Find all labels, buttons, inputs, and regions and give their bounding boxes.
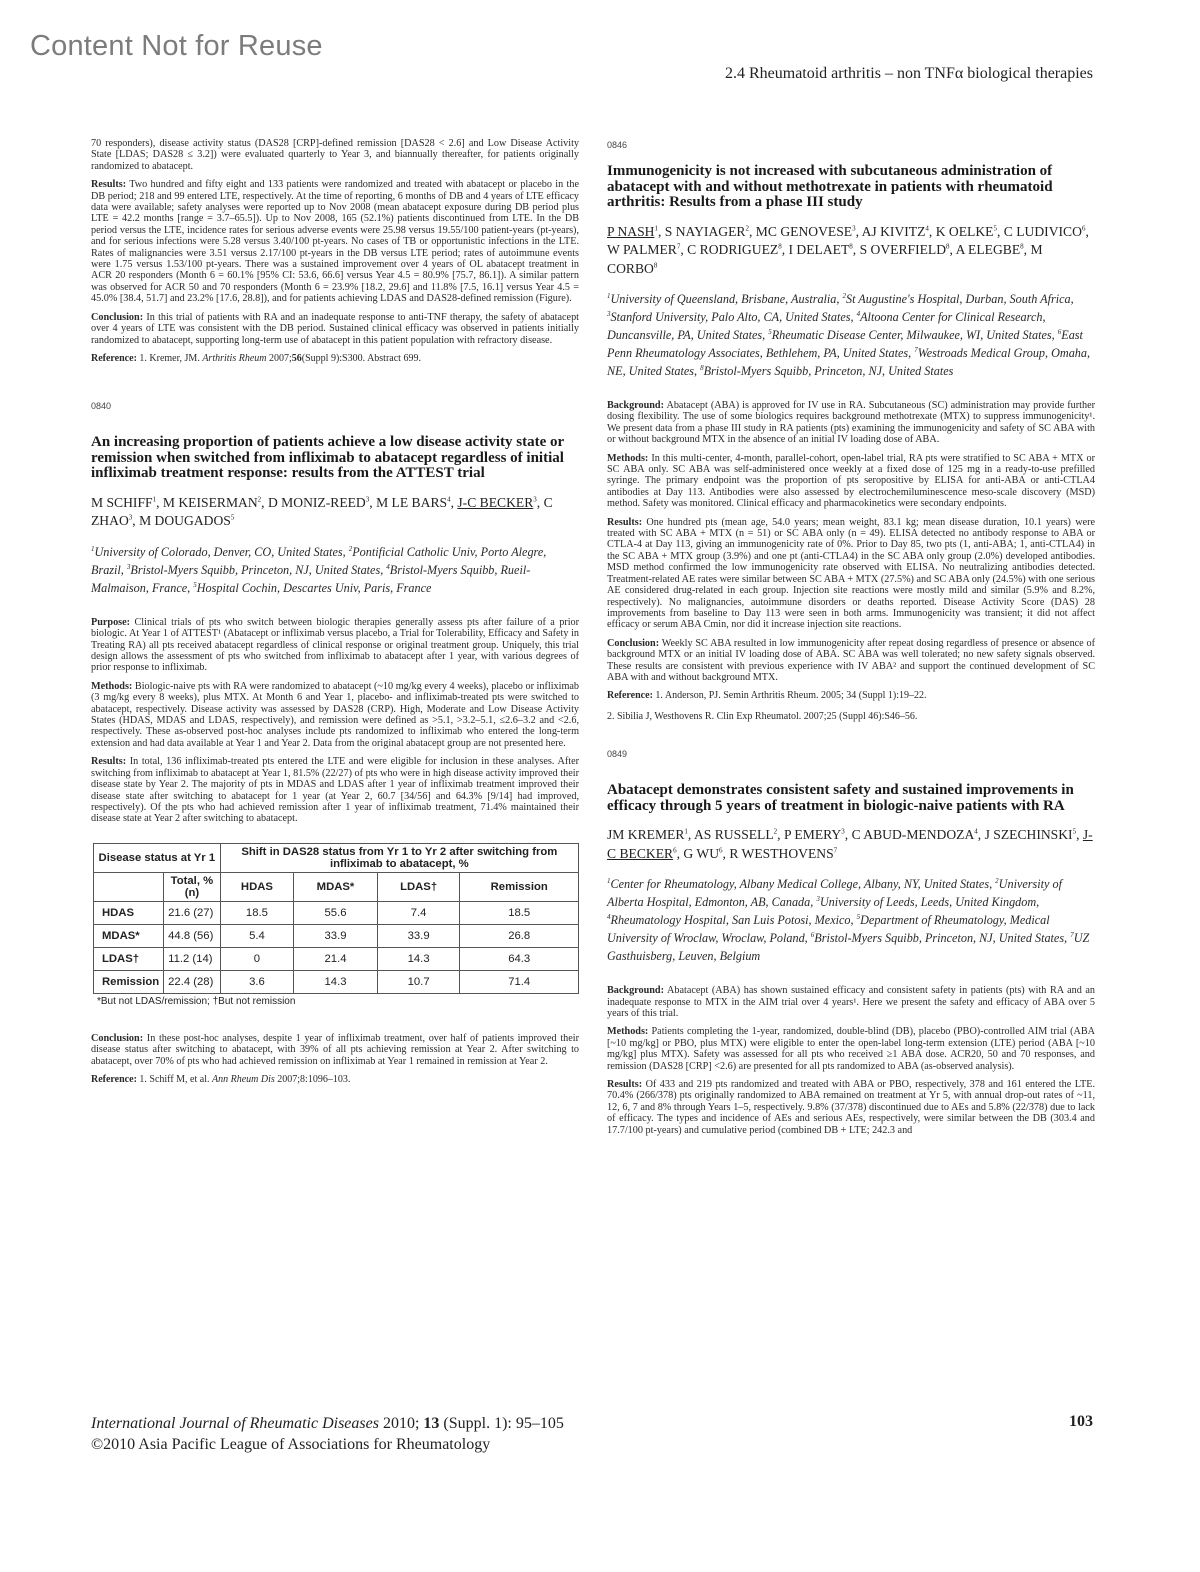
author: M LE BARS — [376, 494, 448, 510]
author: D MONIZ-REED — [267, 494, 366, 510]
continued-intro: 70 responders), disease activity status (DAS28 [CRP]-defined remission [DAS28 < 2.6] and Low Disease Activity State [LDAS; DAS28 ≤ 3.2]) were evaluated quarterly to Year 3, and biannually thereafter, for patients originally randomized to abatacept. — [91, 138, 579, 172]
cell-remission: 18.5 — [460, 901, 579, 924]
affiliation: Rheumatology Hospital, San Luis Potosi, Mexico, — [610, 913, 854, 928]
affiliation: University of Colorado, Denver, CO, United States, — [94, 544, 346, 559]
affiliation: Altoona Center for Clinical Research, Duncansville, PA, United States, — [607, 310, 1046, 342]
affiliation: St Augustine's Hospital, Durban, South Africa, — [846, 292, 1074, 306]
table-column-header-row — [94, 872, 579, 901]
affiliation: East Penn Rheumatology Associates, Bethlehem, PA, United States, — [607, 328, 1083, 360]
presenting-author: J-C BECKER — [607, 827, 1093, 861]
cell-mdas: 21.4 — [294, 947, 378, 970]
author: AJ KIVITZ — [861, 223, 926, 239]
cell-hdas: 0 — [220, 947, 294, 970]
affiliation: UZ Gasthuisberg, Leuven, Belgium — [607, 931, 1090, 964]
author: C RODRIGUEZ — [687, 242, 779, 257]
watermark: Content Not for Reuse — [30, 30, 323, 62]
author: M CORBO — [607, 242, 1043, 276]
author: C ABUD-MENDOZA — [851, 827, 975, 843]
results-text: In total, 136 infliximab-treated pts entered the LTE and were eligible for inclusion in these analyses. After switching from infliximab to abatacept at Year 1, 81.5% (22/27) of pts who were in high disease activity improved their disease state by Year 2. The majority of pts in MDAS and LDAS after 1 year of infliximab treatment improved their disease state after switching to abatacept for 1 year (at Year 2, 60.7 [34/56] and 64.3% [9/14] had improved, respectively). Of the pts who had achieved remission after 1 year of infliximab treatment, 71.4% maintained their disease state at Year 2 after switching to abatacept. — [91, 756, 579, 825]
author: W PALMER — [607, 242, 677, 257]
results-0849 — [607, 1079, 1095, 1136]
header-hdas: HDAS — [220, 872, 294, 901]
header-total: Total, % (n) — [164, 872, 221, 901]
conclusion-0840 — [91, 1033, 579, 1067]
header-mdas: MDAS* — [294, 872, 378, 901]
reference-volume: 56 — [291, 352, 302, 364]
row-label: LDAS† — [94, 947, 164, 970]
author: J SZECHINSKI — [984, 827, 1073, 843]
table-row — [94, 947, 579, 970]
table-footnote: *But not LDAS/remission; †But not remission — [97, 995, 296, 1007]
author-list-0849: JM KREMER$^1$, AS RUSSELL$^2$, P EMERY$^3$, C ABUD-MENDOZA$^4$, J SZECHINSKI$^5$, J-C BECKER$^6$, G $WU^6$, R WESTHOVENS$^7$ — [607, 827, 1093, 861]
methods-text: Patients completing the 1-year, randomized, double-blind (DB), placebo (PBO)-controlled AIM trial (ABA [~10 mg/kg] or PBO, plus MTX) were eligible to enter the open-label long-term extension (LTE) period (ABA [~10 mg/kg] plus MTX). Safety was assessed for all pts who received ≥1 ABA dose. ACR20, 50 and 70 responses, and remission (DAS28 [CRP] <2.6) are presented for all pts randomized to ABA (as-observed analysis). — [607, 1026, 1096, 1072]
reference-label: Reference: — [91, 352, 137, 364]
background-text: Abatacept (ABA) is approved for IV use in RA. Subcutaneous (SC) administration may provide further dosing flexibility. The use of some biologics requires background methotrexate (MTX) to suppress immunogenicity¹. We present data from a phase III study in RA patients (pts) examining the immunogenicity and safety of SC ABA with or without background MTX in the absence of an initial IV loading dose of ABA. — [607, 400, 1096, 446]
author-list-0840: M SCHIFF$^1$, M KEISERMAN$^2$, D MONIZ-REED$^3$, M LE BARS$^4$, J-C BECKER$^3$, C ZHAO$^3$, M DOUGADOS$^5$ — [91, 494, 553, 529]
methods-0840 — [91, 681, 579, 749]
abstract-title-0840: An increasing proportion of patients achieve a low disease activity state or remission when switched from infliximab to abatacept regardless of initial infliximab treatment response: results from the ATTEST trial — [91, 434, 564, 482]
presenting-author: P NASH — [607, 223, 655, 239]
cell-ldas: 10.7 — [377, 970, 460, 993]
right-column — [607, 138, 1095, 1143]
affiliation: Center for Rheumatology, Albany Medical College, Albany, NY, United States, — [610, 877, 993, 892]
results-text: One hundred pts (mean age, 54.0 years; mean weight, 83.1 kg; mean disease duration, 10.1 years) were treated with SC ABA + MTX (n = 51) or SC ABA only (n = 49). ELISA detected no antibody response to ABA or CTLA-4 at Day 113, giving an immunogenicity rate of 0%. Prior to Day 85, two pts (1, anti-ABA; 1, anti-CTLA4) in the SC ABA + MTX group (3.9%) and one pt (anti-CTLA4) in the SC ABA only group (2.0%) developed antibodies. MSD method confirmed the low immunogenicity rate observed with ELISA. No neutralizing antibodies detected. Treatment-related AE rates were similar between SC ABA + MTX (27.5%) and SC ABA only (24.5%) with one serious AE considered drug-related in each group. Injection site reactions were mostly mild and similar (5.9% and 8.2%, respectively). No malignancies, autoimmune disorders or deaths reported. Disease Activity Score (DAS) 28 improvements from baseline to Day 113 were seen in both arms. Immunogenicity was transient; it did not affect efficacy or serum ABA Cmin, nor did it increase injection site reactions. — [607, 516, 1096, 631]
affiliation: Stanford University, Palo Alto, CA, United States, — [610, 310, 854, 324]
abstract-title-0849: Abatacept demonstrates consistent safety and sustained improvements in efficacy through 5 years of treatment in biologic-naive patients with RA — [607, 782, 1074, 814]
reference-0846-1 — [607, 690, 1095, 701]
results-label: Results: — [91, 756, 127, 768]
header-blank — [94, 872, 164, 901]
affiliation: Department of Rheumatology, Medical University of Wroclaw, Wroclaw, Poland, — [607, 913, 1050, 946]
row-label: Remission — [94, 970, 164, 993]
table-row — [94, 901, 579, 924]
reference-pages: (Suppl 9):S300. Abstract 699. — [301, 352, 421, 364]
journal-citation — [91, 1413, 564, 1434]
journal-volume: 13 — [423, 1415, 440, 1432]
author: R WESTHOVENS — [729, 845, 834, 861]
conclusion-text: In this trial of patients with RA and an inadequate response to anti-TNF therapy, the safety of abatacept over 4 years of LTE was consistent with the DB period. Sustained clinical efficacy was observed in patients initially randomized to abatacept, supporting long-term use of abatacept in this patient population with refractory disease. — [91, 311, 579, 346]
reference-0840 — [91, 1074, 579, 1085]
cell-mdas: 14.3 — [294, 970, 378, 993]
das28-shift-table — [93, 843, 579, 994]
cell-total: 11.2 (14) — [164, 947, 221, 970]
left-column — [91, 138, 579, 1094]
author: I DELAET — [788, 242, 850, 257]
author: AS RUSSELL — [693, 827, 774, 843]
cell-hdas: 3.6 — [220, 970, 294, 993]
cell-total: 21.6 (27) — [164, 901, 221, 924]
results-label: Results: — [607, 1079, 643, 1090]
table-header-row — [94, 843, 579, 872]
author: S OVERFIELD — [859, 242, 947, 257]
affiliation: Rheumatic Disease Center, Milwaukee, WI, United States, — [771, 328, 1055, 342]
author: JM KREMER — [607, 827, 685, 843]
affiliation: Bristol-Myers Squibb, Princeton, NJ, United States, — [814, 931, 1068, 946]
purpose-label: Purpose: — [91, 616, 131, 628]
abstract-number-0849: 0849 — [607, 749, 628, 760]
header-ldas: LDAS† — [377, 872, 460, 901]
row-label: HDAS — [94, 901, 164, 924]
header-disease-status: Disease status at Yr 1 — [94, 843, 221, 872]
reference-text: 1. Anderson, PJ. Semin Arthritis Rheum. 2005; 34 (Suppl 1):19–22. — [655, 690, 927, 702]
abstract-title-0846: Immunogenicity is not increased with subcutaneous administration of abatacept with and without methotrexate in patients with rheumatoid arthritis: Results from a phase III study — [607, 163, 1053, 210]
background-label: Background: — [607, 985, 664, 997]
cell-remission: 64.3 — [460, 947, 579, 970]
reference-journal: Arthritis Rheum — [202, 352, 267, 364]
methods-text: In this multi-center, 4-month, parallel-cohort, open-label trial, RA pts were stratified to SC ABA + MTX or SC ABA only. SC ABA was self-administered once weekly at a fixed dose of 125 mg in a ready-to-use prefilled syringe. The primary endpoint was the proportion of pts seropositive by ELISA for anti-ABA or anti-CTLA4 antibodies at Day 113. Antibodies were also assessed by electrochemiluminescence meso-scale discovery (MSD) method. Safety was monitored. Clinical efficacy and pharmacokinetics were secondary endpoints. — [607, 452, 1095, 510]
affiliation: University of Leeds, Leeds, United Kingdom, — [819, 895, 1040, 910]
row-label: MDAS* — [94, 924, 164, 947]
cell-ldas: 7.4 — [377, 901, 460, 924]
cell-total: 22.4 (28) — [164, 970, 221, 993]
affiliation: Pontificial Catholic Univ, Porto Alegre, Brazil, — [91, 544, 547, 577]
header-remission: Remission — [460, 872, 579, 901]
methods-label: Methods: — [607, 452, 649, 464]
cell-ldas: 33.9 — [377, 924, 460, 947]
abstract-number-0846: 0846 — [607, 140, 628, 150]
cell-hdas: 18.5 — [220, 901, 294, 924]
cell-remission: 26.8 — [460, 924, 579, 947]
running-head: 2.4 Rheumatoid arthritis – non TNFα biological therapies — [724, 65, 1093, 82]
methods-0849 — [607, 1026, 1095, 1072]
cell-remission: 71.4 — [460, 970, 579, 993]
conclusion-text: Weekly SC ABA resulted in low immunogenicity after repeat dosing regardless of presence or absence of background MTX or an initial IV loading dose of ABA. SC ABA was well tolerated; no new safety signals observed. These results are consistent with previous experience with IV ABA² and support the continued development of SC ABA with and without background MTX. — [607, 637, 1095, 683]
journal-issue: (Suppl. 1): 95–105 — [443, 1415, 564, 1432]
author: K OELKE — [935, 223, 994, 239]
affiliations-0840: $^1$University of Colorado, Denver, CO, United States, $^2$Pontificial Catholic Univ, Porto Alegre, Brazil, $^3$Bristol-Myers Squibb, Princeton, NJ, United States, $^4$Bristol-Myers Squibb, Rueil-Malmaison, France, $^5$Hospital Cochin, Descartes Univ, Paris, France — [91, 544, 547, 595]
results-text: Two hundred and fifty eight and 133 patients were randomized and treated with abatacept or placebo in the DB period; 218 and 99 entered LTE, respectively. At the time of reporting, 6 months of DB and 4 years of LTE efficacy data were available; safety analyses were reported up to Nov 2008 (mean abatacept exposure during DB period plus LTE = 42.2 months [range = 3.7–65.5]). Up to Nov 2008, 165 (52.1%) patients discontinued from LTE. In the DB period versus the LTE, incidence rates for serious adverse events were 25.98 versus 19.55/100 patient-years (pt-years), and for serious infections were 5.28 versus 3.40/100 pt-years. No cases of TB or opportunistic infections in the LTE. Rates of malignancies were 3.51 versus 2.17/100 pt-years in the DB versus LTE period; rates of autoimmune events were 1.75 versus 1.53/100 pt-years. There was a sustained improvement over 4 years of OL abatacept treatment in ACR 20 responders (Month 6 = 60.1% [95% CI: 53.6, 66.6] versus Year 4.5 = 80.9% [75.7, 86.1]). A similar pattern was observed for ACR 50 and 70 responders (Month 6 = 23.9% [18.2, 29.6] and 11.8% [7.5, 16.1] versus Year 4.5 = 45.0% [38.4, 51.7] and 23.2% [17.6, 28.8]), and for patients achieving LDAS and DAS28-defined remission (Figure). — [91, 179, 579, 305]
reference-authors: 1. Schiff M, et al. — [139, 1073, 210, 1085]
cell-mdas: 33.9 — [294, 924, 378, 947]
affiliation: Bristol-Myers Squibb, Princeton, NJ, United States, — [130, 562, 384, 577]
methods-text: Biologic-naive pts with RA were randomized to abatacept (~10 mg/kg every 4 weeks), placebo or infliximab (3 mg/kg every 8 weeks), plus MTX. At Month 6 and Year 1, placebo- and infliximab-treated pts were switched to abatacept, respectively. Disease activity was assessed by DAS28 (CRP). High, Moderate and Low Disease Activity States (HDAS, MDAS and LDAS, respectively), and remission were defined as >5.1, >3.2–5.1, ≤2.6–3.2 and <2.6, respectively. These as-observed post-hoc analyses include pts randomized to infliximab who entered the long-term extension and had data available at Year 1 and Year 2. Data from the original abatacept group are not presented here. — [91, 680, 579, 749]
results-label: Results: — [91, 179, 127, 191]
journal-name: International Journal of Rheumatic Diseases — [91, 1415, 379, 1432]
background-0849 — [607, 985, 1095, 1019]
author: M DOUGADOS — [139, 513, 231, 529]
affiliation: Westroads Medical Group, Omaha, NE, United States, — [607, 346, 1091, 378]
affiliation: Bristol-Myers Squibb, Rueil-Malmaison, France, — [91, 562, 531, 595]
conclusion-text: In these post-hoc analyses, despite 1 year of infliximab treatment, over half of patients improved their disease status after switching to abatacept, with 39% of all pts achieving remission at Year 2. After switching to abatacept, over 70% of pts who had achieved remission on infliximab at Year 1 remained in remission at Year 2. — [91, 1032, 580, 1067]
reference-year: 2007; — [269, 352, 292, 364]
table-row — [94, 970, 579, 993]
author: G WU — [683, 845, 720, 861]
page-footer — [91, 1413, 564, 1455]
presenting-author: J-C BECKER — [457, 494, 534, 510]
purpose-text: Clinical trials of pts who switch between biologic therapies generally assess pts after failure of a prior biologic. At Year 1 of ATTEST¹ (Abatacept or infliximab versus placebo, a Trial for Tolerability, Efficacy and Safety in Treating RA) all pts received abatacept regardless of clinical response or original treatment group. Uniquely, this trial design allows the assessment of pts who switched from infliximab to abatacept after 1 year, with various degrees of prior response to infliximab. — [91, 616, 580, 674]
continued-reference — [91, 353, 579, 364]
table-row — [94, 924, 579, 947]
reference-authors: 1. Kremer, JM. — [139, 352, 200, 364]
continued-conclusion — [91, 312, 579, 346]
results-text: Of 433 and 219 pts randomized and treated with ABA or PBO, respectively, 378 and 161 entered the LTE. 70.4% (266/378) pts originally randomized to ABA remained on treatment at Yr 5, with annual drop-out rates of ~11, 12, 6, 7 and 8% through Years 1–5, respectively. 9.8% (37/378) discontinued due to AEs and 5.8% (22/378) due to lack of efficacy. The types and incidence of AEs and serious AEs, respectively, were similar between the DB (303.4 and 17.7/100 pt-years) and cumulative period (combined DB + LTE; 242.3 and — [607, 1079, 1096, 1136]
background-text: Abatacept (ABA) has shown sustained efficacy and consistent safety in patients (pts) with RA and an inadequate response to MTX in the AIM trial over 4 years¹. Here we present the safety and efficacy of ABA over 5 years of this trial. — [607, 985, 1095, 1019]
affiliation: Bristol-Myers Squibb, Princeton, NJ, United States — [703, 364, 954, 378]
affiliation: University of Queensland, Brisbane, Australia, — [610, 292, 840, 306]
author: C LUDIVICO — [1003, 223, 1082, 239]
affiliations-0849: $^1$Center for Rheumatology, Albany Medical College, Albany, NY, United States, $^2$University of Alberta Hospital, Edmonton, AB, Canada, $^3$University of Leeds, Leeds, United Kingdom, $^4$Rheumatology Hospital, San Luis Potosi, Mexico, $^5$Department of Rheumatology, Medical University of Wroclaw, Wroclaw, Poland, $^6$Bristol-Myers Squibb, Princeton, NJ, United States, $^7$UZ Gasthuisberg, Leuven, Belgium — [607, 877, 1090, 964]
author-list-0846: P NASH$^1$, S NAYIAGER$^2$, MC GENOVESE$^3$, AJ KIVITZ$^4$, K OELKE$^5$, C LUDIVICO$^6$, W PALMER$^7$, C RODRIGUEZ$^8$, I DELAET$^8$, S OVERFIELD$^8$, A ELEGBE$^8$, M CORBO$^8$ — [607, 223, 1089, 276]
background-label: Background: — [607, 400, 664, 411]
author: M SCHIFF — [91, 494, 153, 510]
reference-label: Reference: — [607, 690, 653, 702]
reference-label: Reference: — [91, 1073, 137, 1085]
affiliations-0846: $^1$University of Queensland, Brisbane, Australia, $^2$St Augustine's Hospital, Durban, South Africa, $^3$Stanford University, Palo Alto, CA, United States, $^4$Altoona Center for Clinical Research, Duncansville, PA, United States, $^5$Rheumatic Disease Center, Milwaukee, WI, United States, $^6$East Penn Rheumatology Associates, Bethlehem, PA, United States, $^7$Westroads Medical Group, Omaha, NE, United States, $^8$Bristol-Myers Squibb, Princeton, NJ, United States — [607, 291, 1091, 378]
results-label: Results: — [607, 516, 643, 528]
header-shift: Shift in DAS28 status from Yr 1 to Yr 2 after switching from infliximab to abatacept, % — [220, 843, 578, 872]
conclusion-label: Conclusion: — [607, 637, 660, 649]
cell-total: 44.8 (56) — [164, 924, 221, 947]
methods-label: Methods: — [91, 680, 133, 692]
page-number: 103 — [1069, 1413, 1093, 1430]
author: M KEISERMAN — [162, 494, 258, 510]
results-0840 — [91, 756, 579, 824]
author: MC GENOVESE — [755, 223, 853, 239]
purpose-0840 — [91, 617, 579, 674]
author: A ELEGBE — [955, 242, 1021, 257]
cell-ldas: 14.3 — [377, 947, 460, 970]
reference-journal: Ann Rheum Dis — [212, 1073, 275, 1085]
background-0846 — [607, 400, 1095, 446]
reference-pages: 2007;8:1096–103. — [277, 1073, 351, 1085]
author: C ZHAO — [91, 494, 553, 529]
journal-year: 2010; — [382, 1415, 420, 1432]
affiliation: University of Alberta Hospital, Edmonton, AB, Canada, — [607, 877, 1062, 910]
cell-mdas: 55.6 — [294, 901, 378, 924]
author: S NAYIAGER — [664, 223, 746, 239]
methods-0846 — [607, 453, 1095, 510]
conclusion-label: Conclusion: — [91, 1032, 144, 1044]
author: P EMERY — [783, 827, 842, 843]
methods-label: Methods: — [607, 1026, 649, 1038]
results-0846 — [607, 517, 1095, 631]
cell-hdas: 5.4 — [220, 924, 294, 947]
continued-results — [91, 179, 579, 304]
conclusion-0846 — [607, 638, 1095, 684]
reference-0846-2: 2. Sibilia J, Westhovens R. Clin Exp Rheumatol. 2007;25 (Suppl 46):S46–56. — [607, 710, 918, 722]
abstract-number-0840: 0840 — [91, 401, 112, 412]
copyright: ©2010 Asia Pacific League of Associations for Rheumatology — [91, 1436, 491, 1453]
affiliation: Hospital Cochin, Descartes Univ, Paris, France — [196, 580, 432, 595]
conclusion-label: Conclusion: — [91, 311, 144, 323]
